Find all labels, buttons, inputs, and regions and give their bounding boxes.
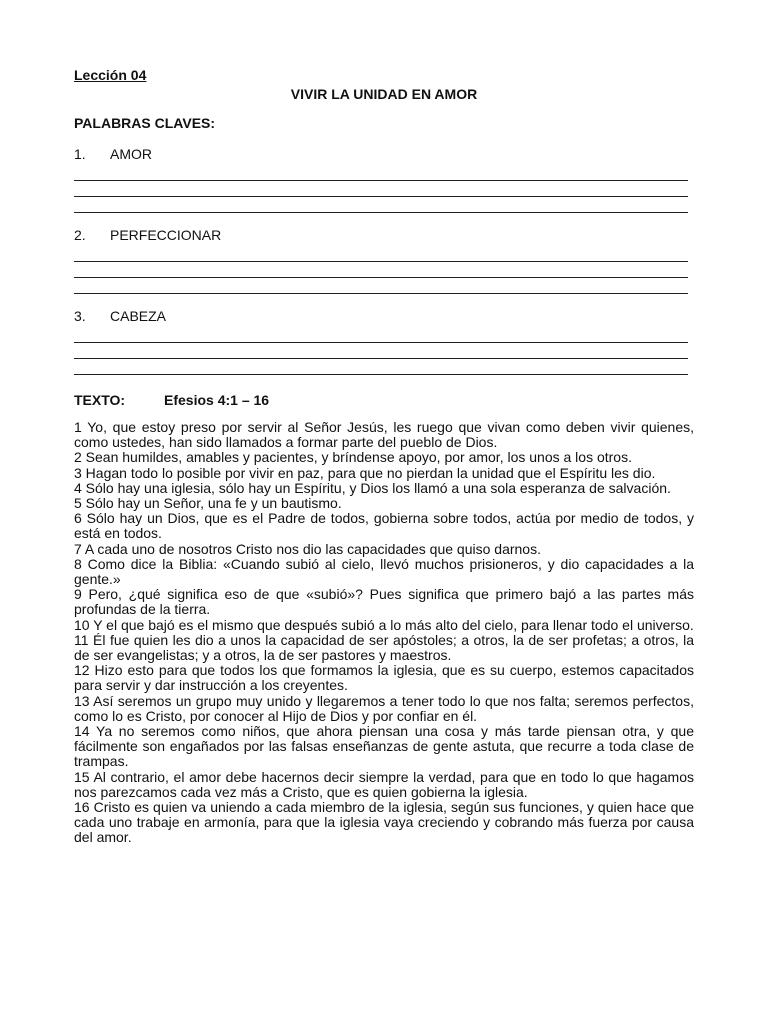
text-label: TEXTO:: [74, 392, 126, 408]
keyword-item: [74, 145, 694, 163]
verse: 5 Sólo hay un Señor, una fe y un bautismo.: [74, 495, 342, 512]
keyword-item: [74, 226, 694, 244]
verse: 3 Hagan todo lo posible por vivir en paz, para que no pierdan la unidad que el Espíritu les dio.: [74, 464, 656, 481]
verse: 13 Así seremos un grupo muy unido y llegaremos a tener todo lo que nos falta; seremos perfectos, como lo es Cristo, por conocer al Hijo de Dios y por confiar en él.: [74, 692, 694, 724]
text-reference: [74, 391, 694, 409]
answer-line: [74, 278, 688, 294]
answer-line: [74, 359, 688, 375]
verse: 12 Hizo esto para que todos los que formamos la iglesia, que es su cuerpo, estemos capacitados para servir y dar instrucción a los creyentes.: [74, 662, 694, 694]
keyword-word: CABEZA: [110, 308, 167, 324]
verse: 8 Como dice la Biblia: «Cuando subió al cielo, llevó muchos prisioneros, y dio capacidades a la gente.»: [74, 555, 694, 588]
verse: 4 Sólo hay una iglesia, sólo hay un Espíritu, y Dios los llamó a una sola esperanza de salvación.: [74, 479, 671, 496]
verse: 6 Sólo hay un Dios, que es el Padre de todos, gobierna sobre todos, actúa por medio de todos, y está en todos.: [74, 510, 694, 542]
answer-line: [74, 165, 688, 181]
answer-line: [74, 197, 688, 213]
keyword-item: [74, 307, 694, 325]
verse: 16 Cristo es quien va uniendo a cada miembro de la iglesia, según sus funciones, y quien hace que cada uno trabaje en armonía, para que la iglesia vaya creciendo y cobrando más fuerza por causa del amor.: [74, 799, 694, 846]
answer-line: [74, 262, 688, 278]
keyword-number: 1.: [74, 146, 86, 162]
verse-list: [74, 420, 694, 846]
answer-lines: [74, 246, 694, 294]
verse: 9 Pero, ¿qué significa eso de que «subió»? Pues significa que primero bajó a las partes más profundas de la tierra.: [74, 586, 694, 618]
document-page: [74, 66, 694, 846]
verse: 2 Sean humildes, amables y pacientes, y bríndense apoyo, por amor, los unos a los otros.: [74, 449, 632, 466]
answer-lines: [74, 327, 694, 375]
keyword-block-3: [74, 307, 694, 375]
answer-lines: [74, 165, 694, 213]
document-title: VIVIR LA UNIDAD EN AMOR: [290, 86, 478, 102]
verse: 7 A cada uno de nosotros Cristo nos dio las capacidades que quiso darnos.: [74, 540, 541, 557]
keywords-heading: PALABRAS CLAVES:: [74, 115, 216, 131]
verse: 10 Y el que bajó es el mismo que después subió a lo más alto del cielo, para llenar todo el universo.: [74, 616, 694, 633]
answer-line: [74, 343, 688, 359]
lesson-number: Lección 04: [74, 67, 147, 83]
verse: 1 Yo, que estoy preso por servir al Señor Jesús, les ruego que vivan como deben vivir quienes, como ustedes, han sido llamados a formar parte del pueblo de Dios.: [74, 419, 694, 451]
keyword-word: PERFECCIONAR: [110, 227, 222, 243]
keyword-number: 2.: [74, 227, 86, 243]
keyword-block-2: [74, 226, 694, 294]
verse: 15 Al contrario, el amor debe hacernos decir siempre la verdad, para que en todo lo que hagamos nos parezcamos cada vez más a Cristo, que es quien gobierna la iglesia.: [74, 768, 694, 800]
keyword-word: AMOR: [110, 146, 152, 162]
verse: 14 Ya no seremos como niños, que ahora piensan una cosa y más tarde piensan otra, y que fácilmente son engañados por las falsas enseñanzas de gente astuta, que recurre a toda clase de trampas.: [74, 723, 694, 770]
answer-line: [74, 246, 688, 262]
keyword-number: 3.: [74, 308, 86, 324]
scripture-reference: Efesios 4:1 – 16: [164, 392, 270, 408]
answer-line: [74, 327, 688, 343]
keyword-block-1: [74, 145, 694, 213]
answer-line: [74, 181, 688, 197]
verse: 11 Él fue quien les dio a unos la capacidad de ser apóstoles; a otros, la de ser profetas; a otros, la de ser evangelistas; y a otros, la de ser pastores y maestros.: [74, 631, 694, 664]
